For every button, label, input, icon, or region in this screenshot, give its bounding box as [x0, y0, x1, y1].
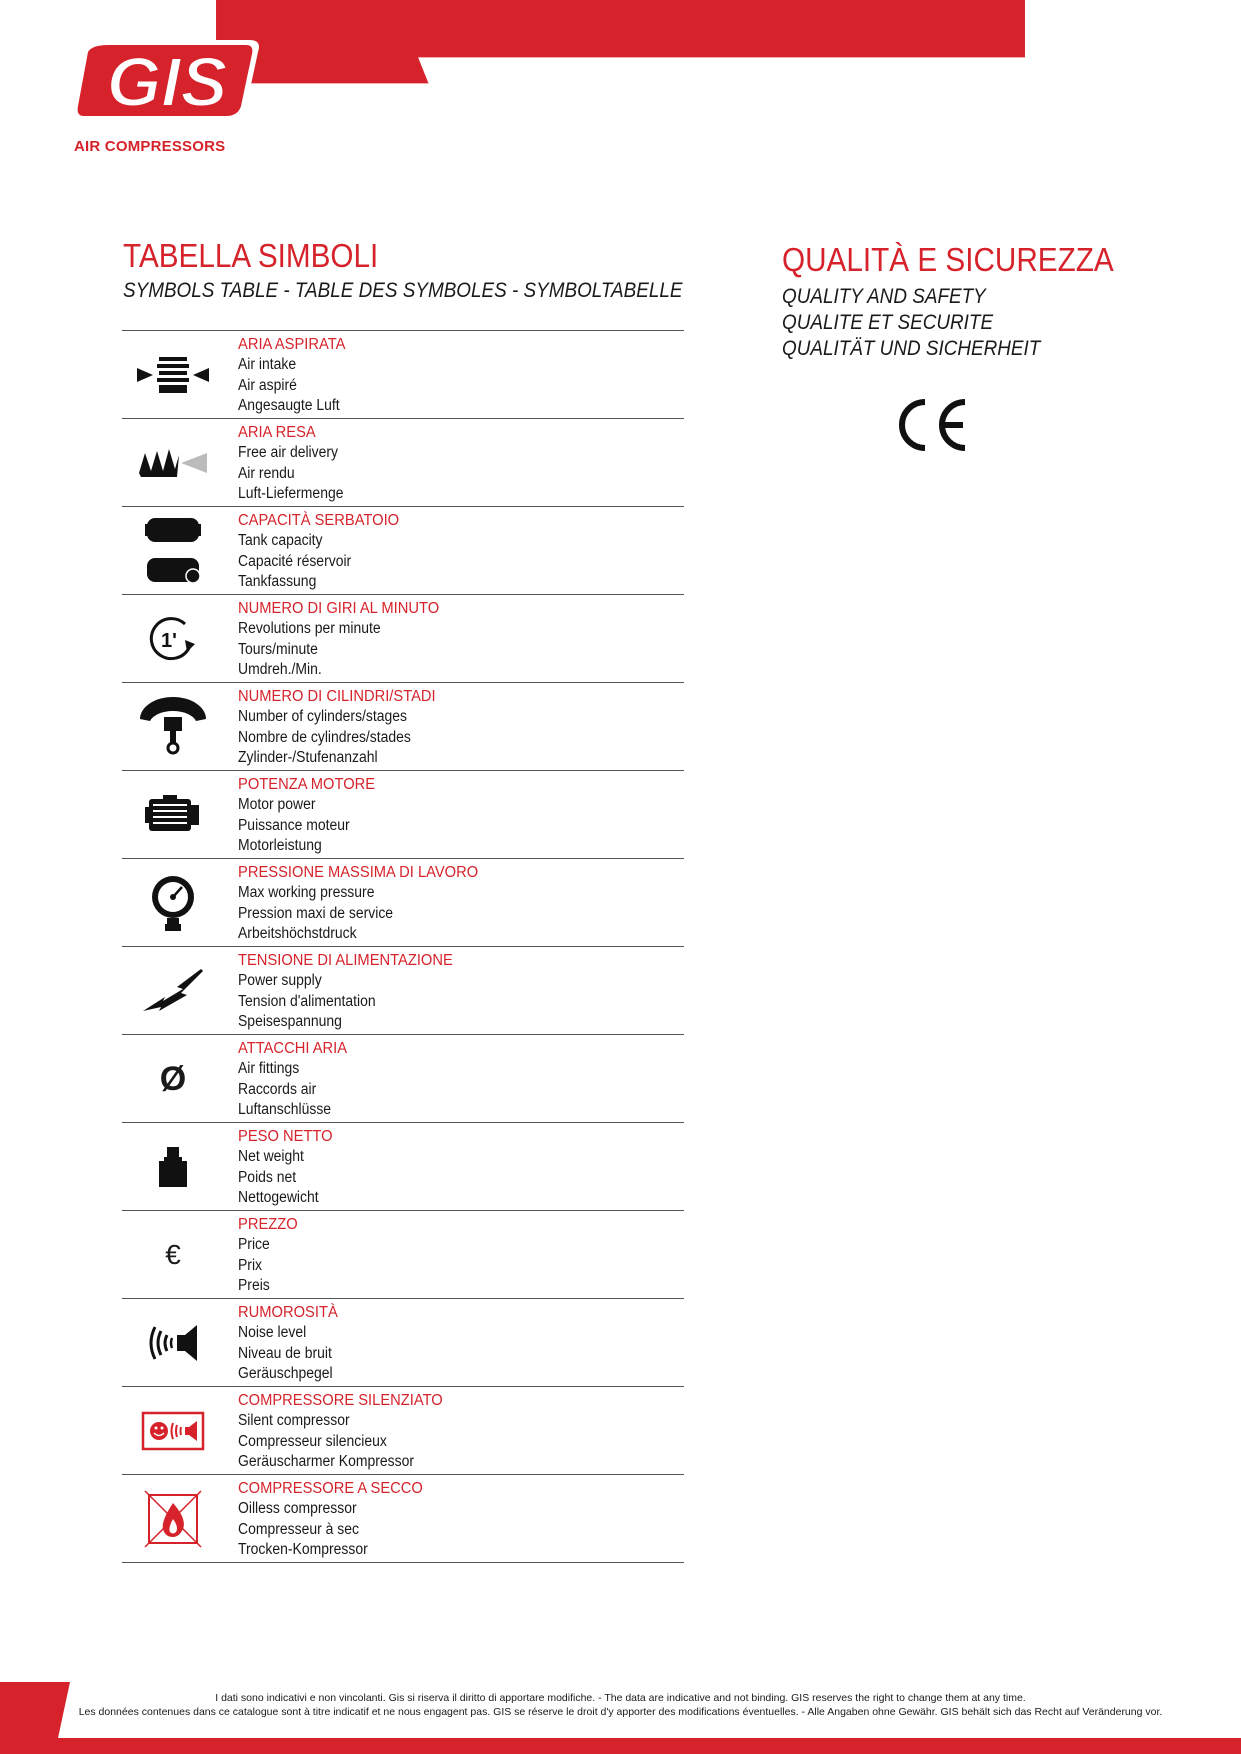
symbol-name-it: COMPRESSORE A SECCO	[238, 1480, 423, 1497]
symbol-row	[122, 1475, 684, 1563]
symbol-name-fr: Tours/minute	[238, 640, 318, 658]
air-delivery-icon	[136, 429, 210, 497]
symbol-name-en: Oilless compressor	[238, 1500, 357, 1517]
quality-line: QUALITÄT UND SICHERHEIT	[782, 337, 1041, 360]
symbol-name-en: Silent compressor	[238, 1412, 350, 1429]
symbol-name-en: Net weight	[238, 1148, 304, 1165]
noise-icon	[136, 1309, 210, 1377]
oilless-compressor-icon	[136, 1485, 210, 1553]
symbol-name-de: Arbeitshöchstdruck	[238, 925, 357, 942]
symbol-row	[122, 1211, 684, 1299]
air-intake-icon	[136, 341, 210, 409]
symbol-row	[122, 1299, 684, 1387]
symbol-name-fr: Niveau de bruit	[238, 1344, 332, 1362]
symbol-name-fr: Prix	[238, 1256, 263, 1274]
symbol-name-de: Geräuscharmer Kompressor	[238, 1453, 414, 1470]
symbols-table	[122, 330, 684, 1563]
symbol-row	[122, 1123, 684, 1211]
symbol-name-fr: Air aspiré	[238, 376, 297, 394]
symbol-name-fr: Puissance moteur	[238, 816, 350, 834]
symbol-name-de: Trocken-Kompressor	[238, 1541, 368, 1558]
symbol-name-it: COMPRESSORE SILENZIATO	[238, 1392, 443, 1409]
symbol-row	[122, 859, 684, 947]
symbol-name-it: ARIA RESA	[238, 424, 316, 441]
symbol-name-fr: Compresseur silencieux	[238, 1432, 387, 1450]
symbol-name-en: Max working pressure	[238, 884, 375, 901]
symbol-name-de: Nettogewicht	[238, 1189, 319, 1206]
symbol-name-en: Air intake	[238, 356, 297, 373]
symbol-row	[122, 771, 684, 859]
symbol-row	[122, 1035, 684, 1123]
symbol-name-de: Tankfassung	[238, 573, 317, 590]
symbol-name-it: ARIA ASPIRATA	[238, 336, 346, 353]
symbol-name-fr: Capacité réservoir	[238, 552, 352, 570]
footer-disclaimer	[0, 1691, 1241, 1719]
quality-line: QUALITE ET SECURITE	[782, 311, 994, 334]
symbol-name-it: RUMOROSITÀ	[238, 1304, 338, 1321]
footer-line: Les données contenues dans ce catalogue sont à titre indicatif et ne nous engagent pas. GIS se réserve le droit d'y apporter des modifications éventuelles. - Alle Angaben ohne Gewähr. GIS behält sich das Recht auf Veränderung vor.	[78, 1706, 1163, 1718]
symbol-row	[122, 947, 684, 1035]
symbol-name-en: Air fittings	[238, 1060, 300, 1077]
symbol-name-it: POTENZA MOTORE	[238, 776, 376, 793]
symbol-name-it: PREZZO	[238, 1216, 298, 1233]
brand-subtitle: AIR COMPRESSORS	[74, 138, 226, 155]
cylinders-icon	[136, 693, 210, 761]
symbol-name-it: NUMERO DI CILINDRI/STADI	[238, 688, 436, 705]
lightning-icon	[136, 957, 210, 1025]
symbol-name-de: Geräuschpegel	[238, 1365, 333, 1382]
weight-icon	[136, 1133, 210, 1201]
symbol-name-it: CAPACITÀ SERBATOIO	[238, 512, 400, 529]
symbol-name-de: Luft-Liefermenge	[238, 485, 344, 502]
symbol-row	[122, 507, 684, 595]
symbol-name-en: Revolutions per minute	[238, 620, 381, 637]
svg-text:1': 1'	[161, 630, 177, 652]
symbol-name-it: PESO NETTO	[238, 1128, 333, 1145]
motor-power-icon	[136, 781, 210, 849]
symbol-name-it: TENSIONE DI ALIMENTAZIONE	[238, 952, 453, 969]
symbol-name-de: Umdreh./Min.	[238, 661, 322, 678]
symbol-name-de: Luftanschlüsse	[238, 1101, 332, 1118]
symbol-row	[122, 683, 684, 771]
symbol-name-fr: Air rendu	[238, 464, 295, 482]
symbol-name-fr: Nombre de cylindres/stades	[238, 728, 411, 746]
pressure-gauge-icon	[136, 869, 210, 937]
ce-mark-icon	[895, 396, 969, 459]
symbol-name-en: Free air delivery	[238, 444, 339, 461]
silent-compressor-icon	[136, 1397, 210, 1465]
symbol-name-de: Motorleistung	[238, 837, 322, 854]
rpm-icon	[136, 605, 210, 673]
symbols-heading	[123, 236, 745, 304]
symbols-subtitle: SYMBOLS TABLE - TABLE DES SYMBOLES - SYMBOLTABELLE	[123, 279, 683, 302]
symbol-name-it: NUMERO DI GIRI AL MINUTO	[238, 600, 440, 617]
footer-line: I dati sono indicativi e non vincolanti. Gis si riserva il diritto di apportare modifiche. - The data are indicative and not binding. GIS reserves the right to change them at any time.	[215, 1692, 1026, 1704]
symbol-name-fr: Poids net	[238, 1168, 297, 1186]
tank-capacity-icon	[136, 517, 210, 585]
symbol-name-fr: Raccords air	[238, 1080, 317, 1098]
symbol-name-en: Tank capacity	[238, 532, 323, 549]
symbol-name-de: Speisespannung	[238, 1013, 342, 1030]
quality-line: QUALITY AND SAFETY	[782, 285, 986, 308]
symbol-name-de: Preis	[238, 1277, 270, 1294]
symbol-row	[122, 1387, 684, 1475]
symbol-name-de: Zylinder-/Stufenanzahl	[238, 749, 378, 766]
symbol-row	[122, 595, 684, 683]
symbol-name-de: Angesaugte Luft	[238, 397, 340, 414]
symbols-title: TABELLA SIMBOLI	[123, 237, 379, 274]
euro-icon: €	[165, 1239, 181, 1270]
symbol-name-it: ATTACCHI ARIA	[238, 1040, 348, 1057]
quality-title: QUALITÀ E SICUREZZA	[782, 241, 1114, 278]
symbol-row	[122, 331, 684, 419]
symbol-name-en: Motor power	[238, 796, 316, 813]
diameter-icon: Ø	[159, 1059, 187, 1098]
logo-wordmark: GIS	[106, 43, 228, 121]
quality-heading	[782, 240, 1151, 362]
symbol-name-en: Price	[238, 1236, 270, 1253]
brand-logo	[70, 38, 260, 128]
symbol-row	[122, 419, 684, 507]
symbol-name-fr: Compresseur à sec	[238, 1520, 359, 1538]
symbol-name-en: Number of cylinders/stages	[238, 708, 408, 725]
symbol-name-fr: Tension d'alimentation	[238, 992, 376, 1010]
symbol-name-it: PRESSIONE MASSIMA DI LAVORO	[238, 864, 479, 881]
symbol-name-fr: Pression maxi de service	[238, 904, 394, 922]
symbol-name-en: Power supply	[238, 972, 322, 989]
symbol-name-en: Noise level	[238, 1324, 307, 1341]
